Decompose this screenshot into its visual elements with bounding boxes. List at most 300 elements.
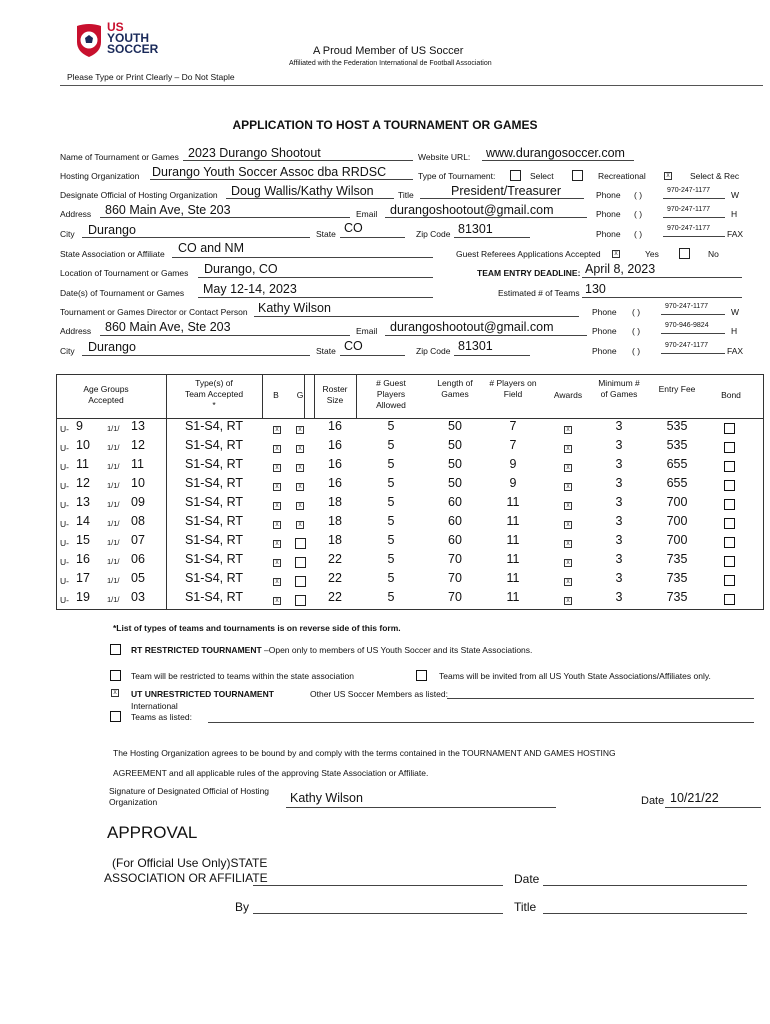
signature-underline	[286, 807, 556, 808]
entry-fee-field[interactable]: 700	[666, 514, 688, 528]
director-email-label: Email	[356, 326, 378, 336]
entry-fee-field[interactable]: 535	[666, 419, 688, 433]
website-underline	[482, 160, 634, 161]
city-label: City	[60, 229, 75, 239]
restricted-checkbox[interactable]	[110, 644, 121, 655]
awards-checkbox[interactable]: X	[564, 445, 572, 453]
girls-checkbox[interactable]	[295, 538, 306, 549]
phone-type-w-1: W	[731, 190, 740, 200]
header-g: G	[296, 390, 304, 400]
players-on-field-field[interactable]: 11	[506, 495, 520, 509]
designate-field[interactable]: Doug Wallis/Kathy Wilson	[231, 184, 374, 198]
designate-label: Designate Official of Hosting Organization	[60, 190, 218, 200]
recreational-label: Recreational	[598, 171, 646, 181]
date-prefix: 1/1/	[107, 424, 120, 433]
header-b: B	[273, 390, 279, 400]
estimated-label: Estimated # of Teams	[498, 288, 580, 298]
unrestricted-checkbox[interactable]: X	[111, 689, 119, 697]
bond-checkbox[interactable]	[724, 480, 735, 491]
approval-line-2: ASSOCIATION OR AFFILIATE	[104, 871, 268, 885]
table-row	[56, 570, 764, 589]
roster-field[interactable]: 16	[328, 438, 342, 452]
director-email-field[interactable]: durangoshootout@gmail.com	[390, 320, 554, 334]
header-players: # Players on Field	[489, 378, 537, 399]
phone-field-2[interactable]: 970-247-1177	[667, 206, 711, 213]
hosting-org-field[interactable]: Durango Youth Soccer Assoc dba RRDSC	[152, 165, 387, 179]
approval-date-label: Date	[514, 872, 540, 886]
phone-type-h-1: H	[731, 209, 738, 219]
date-prefix: 1/1/	[107, 462, 120, 471]
u-prefix: U-	[60, 557, 69, 567]
phone-underline-4	[661, 314, 725, 315]
header-fee: Entry Fee	[658, 384, 696, 394]
invited-checkbox[interactable]	[416, 670, 427, 681]
players-on-field-field[interactable]: 7	[509, 438, 517, 452]
agreement-line-1: The Hosting Organization agrees to be bound by and comply with the terms contained in the TOURNAMENT AND GAMES HOSTING	[113, 748, 616, 758]
team-types-field[interactable]: S1-S4, RT	[184, 552, 244, 566]
signature-field[interactable]: Kathy Wilson	[290, 791, 363, 805]
director-address-field[interactable]: 860 Main Ave, Ste 203	[105, 320, 231, 334]
girls-checkbox[interactable]	[295, 576, 306, 587]
team-types-field[interactable]: S1-S4, RT	[184, 590, 244, 604]
awards-checkbox[interactable]: X	[564, 597, 572, 605]
deadline-label: TEAM ENTRY DEADLINE:	[477, 268, 581, 278]
age-u-field[interactable]: 9	[76, 419, 83, 433]
length-field[interactable]: 50	[448, 476, 462, 490]
length-field[interactable]: 60	[448, 533, 462, 547]
bond-checkbox[interactable]	[724, 556, 735, 567]
zip-field[interactable]: 81301	[458, 222, 493, 236]
age-u-field[interactable]: 17	[76, 571, 90, 585]
state-label: State	[316, 229, 336, 239]
deadline-field[interactable]: April 8, 2023	[585, 262, 656, 276]
age-groups-table	[56, 374, 764, 610]
restricted-bold: RT RESTRICTED TOURNAMENT	[131, 645, 262, 655]
birth-year-field[interactable]: 10	[131, 476, 145, 490]
director-state-field[interactable]: CO	[344, 339, 363, 353]
hosting-label: Hosting Organization	[60, 171, 140, 181]
table-row	[56, 456, 764, 475]
minimum-games-field[interactable]: 3	[615, 419, 623, 433]
director-zip-field[interactable]: 81301	[458, 339, 493, 353]
boys-checkbox[interactable]: X	[273, 426, 281, 434]
deadline-underline	[582, 277, 742, 278]
date-prefix: 1/1/	[107, 595, 120, 604]
guest-players-field[interactable]: 5	[387, 438, 395, 452]
phone-label-4: Phone	[592, 307, 617, 317]
address-underline	[100, 217, 350, 218]
header-age: Age Groups Accepted	[83, 384, 129, 405]
phone-field-3[interactable]: 970-247-1177	[667, 225, 711, 232]
header-minimum: Minimum # of Games	[598, 378, 640, 399]
guest-ref-no-label: No	[708, 249, 719, 259]
teams-listed-checkbox[interactable]	[110, 711, 121, 722]
players-on-field-field[interactable]: 11	[506, 590, 520, 604]
age-u-field[interactable]: 14	[76, 514, 90, 528]
entry-fee-field[interactable]: 735	[666, 571, 688, 585]
awards-checkbox[interactable]: X	[564, 464, 572, 472]
phone-paren-1: ( )	[634, 190, 643, 200]
guest-players-field[interactable]: 5	[387, 571, 395, 585]
awards-checkbox[interactable]: X	[564, 502, 572, 510]
entry-fee-field[interactable]: 735	[666, 590, 688, 604]
approval-by-underline	[253, 913, 503, 914]
director-state-label: State	[316, 346, 336, 356]
state-assoc-field[interactable]: CO and NM	[178, 241, 244, 255]
invited-label: Teams will be invited from all US Youth State Associations/Affiliates only.	[439, 671, 711, 681]
u-prefix: U-	[60, 576, 69, 586]
address-field[interactable]: 860 Main Ave, Ste 203	[105, 203, 231, 217]
guest-players-field[interactable]: 5	[387, 514, 395, 528]
date-prefix: 1/1/	[107, 500, 120, 509]
dates-field[interactable]: May 12-14, 2023	[203, 282, 297, 296]
col-line	[262, 374, 263, 418]
guest-players-field[interactable]: 5	[387, 419, 395, 433]
email-underline	[385, 217, 587, 218]
phone-label-3: Phone	[596, 229, 621, 239]
roster-field[interactable]: 16	[328, 419, 342, 433]
birth-year-field[interactable]: 13	[131, 419, 145, 433]
team-types-field[interactable]: S1-S4, RT	[184, 457, 244, 471]
hosting-underline	[150, 179, 413, 180]
bond-checkbox[interactable]	[724, 518, 735, 529]
age-u-field[interactable]: 12	[76, 476, 90, 490]
minimum-games-field[interactable]: 3	[615, 533, 623, 547]
phone-field-1[interactable]: 970-247-1177	[667, 187, 711, 194]
minimum-games-field[interactable]: 3	[615, 571, 623, 585]
approval-by-label: By	[235, 900, 250, 914]
team-types-field[interactable]: S1-S4, RT	[184, 476, 244, 490]
unrestricted-label: UT UNRESTRICTED TOURNAMENT	[131, 689, 274, 699]
guest-ref-no-checkbox[interactable]	[679, 248, 690, 259]
director-field[interactable]: Kathy Wilson	[258, 301, 331, 315]
header-guest: # Guest Players Allowed	[376, 378, 406, 410]
designate-underline	[226, 198, 394, 199]
bond-checkbox[interactable]	[724, 442, 735, 453]
minimum-games-field[interactable]: 3	[615, 495, 623, 509]
location-label: Location of Tournament or Games	[60, 268, 189, 278]
roster-field[interactable]: 16	[328, 476, 342, 490]
phone-underline-1	[663, 198, 725, 199]
phone-label-6: Phone	[592, 346, 617, 356]
bond-checkbox[interactable]	[724, 423, 735, 434]
date-prefix: 1/1/	[107, 557, 120, 566]
birth-year-field[interactable]: 06	[131, 552, 145, 566]
birth-year-field[interactable]: 07	[131, 533, 145, 547]
team-types-field[interactable]: S1-S4, RT	[184, 514, 244, 528]
u-prefix: U-	[60, 424, 69, 434]
email-field[interactable]: durangoshootout@gmail.com	[390, 203, 554, 217]
other-members-underline	[447, 698, 754, 699]
players-on-field-field[interactable]: 9	[509, 457, 517, 471]
age-u-field[interactable]: 15	[76, 533, 90, 547]
age-u-field[interactable]: 16	[76, 552, 90, 566]
approval-assoc-underline	[253, 885, 503, 886]
boys-checkbox[interactable]: X	[273, 540, 281, 548]
director-zip-label: Zip Code	[416, 346, 451, 356]
city-underline	[82, 237, 310, 238]
age-u-field[interactable]: 10	[76, 438, 90, 452]
awards-checkbox[interactable]: X	[564, 426, 572, 434]
phone-paren-2: ( )	[634, 209, 643, 219]
awards-checkbox[interactable]: X	[564, 521, 572, 529]
header-divider	[60, 85, 763, 86]
director-state-underline	[340, 355, 405, 356]
minimum-games-field[interactable]: 3	[615, 438, 623, 452]
entry-fee-field[interactable]: 700	[666, 495, 688, 509]
dates-label: Date(s) of Tournament or Games	[60, 288, 185, 298]
other-members-label: Other US Soccer Members as listed:	[310, 689, 448, 699]
teams-listed-underline	[208, 722, 754, 723]
minimum-games-field[interactable]: 3	[615, 590, 623, 604]
select-rec-checkbox[interactable]: X	[664, 172, 672, 180]
roster-field[interactable]: 18	[328, 495, 342, 509]
restricted-rest: –Open only to members of US Youth Soccer and its State Associations.	[261, 645, 533, 655]
length-field[interactable]: 60	[448, 514, 462, 528]
girls-checkbox[interactable]: X	[296, 464, 304, 472]
players-on-field-field[interactable]: 11	[506, 533, 520, 547]
roster-field[interactable]: 18	[328, 514, 342, 528]
approval-line-1: (For Official Use Only)STATE	[112, 856, 268, 870]
estimated-field[interactable]: 130	[585, 282, 606, 296]
players-on-field-field[interactable]: 11	[506, 552, 520, 566]
girls-checkbox[interactable]	[295, 595, 306, 606]
entry-fee-field[interactable]: 735	[666, 552, 688, 566]
girls-checkbox[interactable]: X	[296, 426, 304, 434]
bond-checkbox[interactable]	[724, 499, 735, 510]
players-on-field-field[interactable]: 11	[506, 514, 520, 528]
signature-label: Signature of Designated Official of Hosting Organization	[109, 786, 270, 807]
team-types-field[interactable]: S1-S4, RT	[184, 571, 244, 585]
bond-checkbox[interactable]	[724, 461, 735, 472]
awards-checkbox[interactable]: X	[564, 578, 572, 586]
u-prefix: U-	[60, 481, 69, 491]
phone-type-w-2: W	[731, 307, 740, 317]
u-prefix: U-	[60, 595, 69, 605]
date-prefix: 1/1/	[107, 576, 120, 585]
boys-checkbox[interactable]: X	[273, 483, 281, 491]
footnote: *List of types of teams and tournaments is on reverse side of this form.	[113, 623, 401, 633]
team-types-field[interactable]: S1-S4, RT	[184, 495, 244, 509]
players-on-field-field[interactable]: 9	[509, 476, 517, 490]
header-bond: Bond	[721, 390, 741, 400]
date-underline	[665, 807, 761, 808]
phone-underline-3	[663, 236, 725, 237]
state-assoc-underline	[172, 257, 433, 258]
guest-players-field[interactable]: 5	[387, 552, 395, 566]
recreational-checkbox[interactable]	[572, 170, 583, 181]
boys-checkbox[interactable]: X	[273, 445, 281, 453]
phone-field-5[interactable]: 970-946-9824	[665, 322, 709, 329]
girls-checkbox[interactable]	[295, 557, 306, 568]
guest-ref-yes-checkbox[interactable]: X	[612, 250, 620, 258]
director-address-underline	[100, 335, 350, 336]
date-field[interactable]: 10/21/22	[670, 791, 719, 805]
bond-checkbox[interactable]	[724, 575, 735, 586]
website-label: Website URL:	[418, 152, 471, 162]
team-types-field[interactable]: S1-S4, RT	[184, 533, 244, 547]
estimated-underline	[582, 297, 742, 298]
team-types-field[interactable]: S1-S4, RT	[184, 438, 244, 452]
length-field[interactable]: 70	[448, 571, 462, 585]
age-u-field[interactable]: 11	[76, 457, 89, 471]
u-prefix: U-	[60, 462, 69, 472]
phone-paren-5: ( )	[632, 326, 641, 336]
minimum-games-field[interactable]: 3	[615, 552, 623, 566]
director-city-label: City	[60, 346, 75, 356]
table-row	[56, 513, 764, 532]
date-prefix: 1/1/	[107, 481, 120, 490]
length-field[interactable]: 70	[448, 552, 462, 566]
header-types: Type(s) of Team Accepted *	[184, 378, 244, 410]
phone-label-2: Phone	[596, 209, 621, 219]
website-field[interactable]: www.durangosoccer.com	[486, 146, 625, 160]
within-state-checkbox[interactable]	[110, 670, 121, 681]
director-underline	[254, 316, 579, 317]
u-prefix: U-	[60, 519, 69, 529]
players-on-field-field[interactable]: 7	[509, 419, 517, 433]
col-line	[356, 374, 357, 418]
date-label: Date	[641, 795, 665, 807]
guest-players-field[interactable]: 5	[387, 476, 395, 490]
phone-type-fax-1: FAX	[727, 229, 744, 239]
phone-field-4[interactable]: 970-247-1177	[665, 303, 709, 310]
boys-checkbox[interactable]: X	[273, 559, 281, 567]
state-underline	[340, 237, 405, 238]
address-label: Address	[60, 209, 92, 219]
approval-title-label: Title	[514, 900, 537, 914]
birth-year-field[interactable]: 03	[131, 590, 145, 604]
length-field[interactable]: 50	[448, 419, 462, 433]
birth-year-field[interactable]: 05	[131, 571, 145, 585]
length-field[interactable]: 50	[448, 457, 462, 471]
phone-type-h-2: H	[731, 326, 738, 336]
state-assoc-label: State Association or Affiliate	[60, 249, 165, 259]
u-prefix: U-	[60, 538, 69, 548]
bond-checkbox[interactable]	[724, 594, 735, 605]
birth-year-field[interactable]: 09	[131, 495, 145, 509]
us-youth-soccer-logo	[74, 22, 169, 60]
zip-underline	[454, 237, 530, 238]
team-types-field[interactable]: S1-S4, RT	[184, 419, 244, 433]
players-on-field-field[interactable]: 11	[506, 571, 520, 585]
bond-checkbox[interactable]	[724, 537, 735, 548]
guest-players-field[interactable]: 5	[387, 495, 395, 509]
guest-players-field[interactable]: 5	[387, 533, 395, 547]
phone-label-5: Phone	[592, 326, 617, 336]
boys-checkbox[interactable]: X	[273, 521, 281, 529]
table-row	[56, 551, 764, 570]
length-field[interactable]: 70	[448, 590, 462, 604]
length-field[interactable]: 50	[448, 438, 462, 452]
phone-field-6[interactable]: 970-247-1177	[665, 342, 709, 349]
select-checkbox[interactable]	[510, 170, 521, 181]
select-label: Select	[530, 171, 554, 181]
approval-title: APPROVAL	[107, 823, 198, 842]
roster-field[interactable]: 18	[328, 533, 342, 547]
city-field[interactable]: Durango	[88, 223, 136, 237]
age-u-field[interactable]: 13	[76, 495, 90, 509]
title-underline	[420, 198, 584, 199]
col-line	[314, 374, 315, 418]
birth-year-field[interactable]: 08	[131, 514, 145, 528]
minimum-games-field[interactable]: 3	[615, 514, 623, 528]
teams-listed-label: Teams as listed:	[131, 712, 192, 722]
title-field[interactable]: President/Treasurer	[451, 184, 561, 198]
boys-checkbox[interactable]: X	[273, 502, 281, 510]
tournament-name-field[interactable]: 2023 Durango Shootout	[188, 146, 321, 160]
state-field[interactable]: CO	[344, 221, 363, 235]
roster-field[interactable]: 16	[328, 457, 342, 471]
international-label: International	[131, 701, 178, 711]
phone-paren-3: ( )	[634, 229, 643, 239]
phone-underline-2	[663, 217, 725, 218]
within-state-label: Team will be restricted to teams within the state association	[131, 671, 354, 681]
girls-checkbox[interactable]: X	[296, 483, 304, 491]
guest-players-field[interactable]: 5	[387, 457, 395, 471]
entry-fee-field[interactable]: 655	[666, 457, 688, 471]
table-row	[56, 532, 764, 551]
awards-checkbox[interactable]: X	[564, 483, 572, 491]
birth-year-field[interactable]: 11	[131, 457, 144, 471]
zip-label: Zip Code	[416, 229, 451, 239]
minimum-games-field[interactable]: 3	[615, 476, 623, 490]
roster-field[interactable]: 22	[328, 590, 342, 604]
director-city-underline	[82, 355, 310, 356]
header-length: Length of Games	[437, 378, 473, 399]
awards-checkbox[interactable]: X	[564, 540, 572, 548]
email-label: Email	[356, 209, 378, 219]
director-zip-underline	[454, 355, 530, 356]
girls-checkbox[interactable]: X	[296, 502, 304, 510]
boys-checkbox[interactable]: X	[273, 597, 281, 605]
birth-year-field[interactable]: 12	[131, 438, 145, 452]
age-u-field[interactable]: 19	[76, 590, 90, 604]
girls-checkbox[interactable]: X	[296, 445, 304, 453]
girls-checkbox[interactable]: X	[296, 521, 304, 529]
boys-checkbox[interactable]: X	[273, 578, 281, 586]
entry-fee-field[interactable]: 655	[666, 476, 688, 490]
roster-field[interactable]: 22	[328, 552, 342, 566]
director-city-field[interactable]: Durango	[88, 340, 136, 354]
boys-checkbox[interactable]: X	[273, 464, 281, 472]
table-row	[56, 475, 764, 494]
guest-ref-label: Guest Referees Applications Accepted	[456, 249, 601, 259]
form-title: APPLICATION TO HOST A TOURNAMENT OR GAMES	[232, 118, 538, 132]
soccer-ball-icon	[74, 22, 104, 58]
minimum-games-field[interactable]: 3	[615, 457, 623, 471]
guest-ref-yes-label: Yes	[645, 249, 659, 259]
awards-checkbox[interactable]: X	[564, 559, 572, 567]
dates-underline	[198, 297, 433, 298]
affiliated-line: Affiliated with the Federation International de Football Association	[289, 60, 492, 67]
length-field[interactable]: 60	[448, 495, 462, 509]
member-line: A Proud Member of US Soccer	[313, 45, 464, 57]
phone-paren-6: ( )	[632, 346, 641, 356]
entry-fee-field[interactable]: 700	[666, 533, 688, 547]
header-awards: Awards	[553, 390, 583, 400]
u-prefix: U-	[60, 443, 69, 453]
name-label: Name of Tournament or Games	[60, 152, 179, 162]
location-field[interactable]: Durango, CO	[204, 262, 278, 276]
table-row	[56, 589, 764, 608]
roster-field[interactable]: 22	[328, 571, 342, 585]
entry-fee-field[interactable]: 535	[666, 438, 688, 452]
location-underline	[198, 277, 433, 278]
restricted-label	[131, 645, 532, 655]
header-roster: Roster Size	[322, 384, 348, 405]
guest-players-field[interactable]: 5	[387, 590, 395, 604]
